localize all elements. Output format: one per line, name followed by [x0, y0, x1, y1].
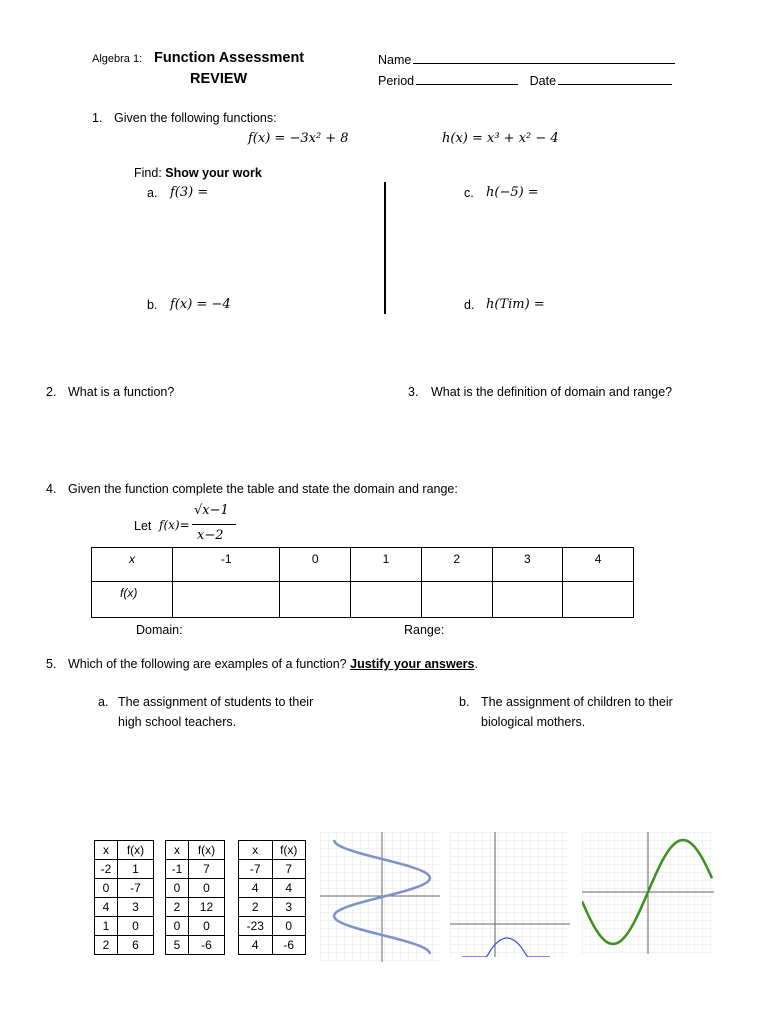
t3-cell: 4 — [239, 879, 273, 898]
q4-numerator: √x−1 — [194, 503, 229, 518]
t2-cell: -1 — [166, 860, 189, 879]
q1d-expression: h(Tim) = — [486, 297, 545, 312]
t1-cell: 0 — [95, 879, 118, 898]
t1-cell: 0 — [117, 917, 153, 936]
find-label: Find: — [134, 166, 162, 180]
t1-cell: 3 — [117, 898, 153, 917]
q4-number: 4. — [46, 482, 57, 496]
q5b-label: b. — [459, 695, 470, 709]
q1-number: 1. — [92, 111, 103, 125]
q1-h-definition: h(x) = x³ + x² − 4 — [442, 131, 559, 146]
q1-find — [134, 166, 262, 180]
q4-fx-header: f(x) — [92, 582, 173, 618]
q5-justify: Justify your answers — [350, 657, 475, 671]
t1-cell: 1 — [117, 860, 153, 879]
t1-cell: 1 — [95, 917, 118, 936]
date-blank[interactable] — [558, 84, 672, 85]
graph-sideways-curve — [320, 832, 440, 962]
q4-fx-row — [92, 582, 634, 618]
q2-text: What is a function? — [68, 385, 175, 399]
t3-cell: 4 — [272, 879, 306, 898]
t2-x-header: x — [166, 841, 189, 860]
q4-x-cell: 0 — [280, 548, 351, 582]
q3-number: 3. — [408, 385, 419, 399]
q4-f-label: f(x)= — [159, 518, 190, 532]
t3-cell: 0 — [272, 917, 306, 936]
q2-number: 2. — [46, 385, 57, 399]
t3-fx-header: f(x) — [272, 841, 306, 860]
q3-text: What is the definition of domain and range? — [431, 385, 673, 399]
q4-fx-answer-cell[interactable] — [563, 582, 634, 618]
show-work-label: Show your work — [165, 166, 262, 180]
t3-x-header: x — [239, 841, 273, 860]
q5a-line2: high school teachers. — [118, 715, 237, 729]
graph-sine — [582, 832, 714, 954]
t2-cell: 7 — [188, 860, 224, 879]
t2-cell: 0 — [188, 917, 224, 936]
t1-cell: 2 — [95, 936, 118, 955]
q4-x-cell: 1 — [351, 548, 422, 582]
q4-let-label: Let — [134, 519, 152, 533]
q1b-label: b. — [147, 298, 158, 312]
q5b-line2: biological mothers. — [481, 715, 586, 729]
q4-fx-answer-cell[interactable] — [492, 582, 563, 618]
graph-parabola — [450, 832, 570, 957]
q1-divider — [384, 182, 386, 314]
t3-cell: -23 — [239, 917, 273, 936]
page-subtitle: REVIEW — [190, 71, 248, 87]
q4-text: Given the function complete the table and state the domain and range: — [68, 482, 458, 496]
t2-cell: 12 — [188, 898, 224, 917]
period-date-row — [378, 74, 672, 88]
t2-fx-header: f(x) — [188, 841, 224, 860]
page-title: Function Assessment — [154, 50, 305, 66]
t1-cell: 6 — [117, 936, 153, 955]
q1a-label: a. — [147, 186, 158, 200]
q4-fx-answer-cell[interactable] — [351, 582, 422, 618]
q4-x-header: x — [92, 548, 173, 582]
q4-denominator: x−2 — [197, 528, 224, 543]
q5-number: 5. — [46, 657, 57, 671]
q1-f-definition: f(x) = −3x² + 8 — [248, 131, 349, 146]
t1-x-header: x — [95, 841, 118, 860]
t3-cell: -7 — [239, 860, 273, 879]
q1c-label: c. — [464, 186, 474, 200]
q5a-label: a. — [98, 695, 109, 709]
t2-cell: 5 — [166, 936, 189, 955]
t3-cell: 2 — [239, 898, 273, 917]
q5-prompt — [68, 657, 478, 671]
q4-fx-answer-cell[interactable] — [421, 582, 492, 618]
q4-x-cell: -1 — [173, 548, 280, 582]
q4-x-cell: 2 — [421, 548, 492, 582]
t3-cell: 3 — [272, 898, 306, 917]
t2-cell: 0 — [166, 879, 189, 898]
t2-cell: 0 — [188, 879, 224, 898]
t3-cell: -6 — [272, 936, 306, 955]
t1-cell: 4 — [95, 898, 118, 917]
relation-table-2 — [165, 840, 225, 955]
q4-table — [91, 547, 634, 618]
date-label: Date — [529, 74, 557, 88]
q4-fx-answer-cell[interactable] — [173, 582, 280, 618]
q4-x-cell: 3 — [492, 548, 563, 582]
q1b-expression: f(x) = −4 — [170, 297, 231, 312]
q5-period: . — [474, 657, 478, 671]
q5a-line1: The assignment of students to their — [118, 695, 314, 709]
q4-x-row — [92, 548, 634, 582]
t2-cell: 2 — [166, 898, 189, 917]
q4-x-cell: 4 — [563, 548, 634, 582]
q1d-label: d. — [464, 298, 475, 312]
q5b-line1: The assignment of children to their — [481, 695, 673, 709]
q1c-expression: h(−5) = — [486, 185, 539, 200]
q5-text: Which of the following are examples of a function? — [68, 657, 347, 671]
relation-table-1 — [94, 840, 154, 955]
t1-cell: -7 — [117, 879, 153, 898]
t2-cell: -6 — [188, 936, 224, 955]
domain-label: Domain: — [136, 623, 183, 637]
period-label: Period — [378, 74, 415, 88]
t1-fx-header: f(x) — [117, 841, 153, 860]
name-field[interactable] — [378, 53, 675, 67]
t3-cell: 7 — [272, 860, 306, 879]
course-label: Algebra 1: — [92, 53, 143, 65]
q4-fx-answer-cell[interactable] — [280, 582, 351, 618]
t1-cell: -2 — [95, 860, 118, 879]
relation-table-3 — [238, 840, 306, 955]
name-blank[interactable] — [413, 63, 675, 64]
t2-cell: 0 — [166, 917, 189, 936]
range-label: Range: — [404, 623, 445, 637]
q1-prompt: Given the following functions: — [114, 111, 277, 125]
name-label: Name — [378, 53, 412, 67]
period-blank[interactable] — [416, 84, 518, 85]
t3-cell: 4 — [239, 936, 273, 955]
fraction-bar — [192, 524, 236, 525]
q1a-expression: f(3) = — [170, 185, 209, 200]
